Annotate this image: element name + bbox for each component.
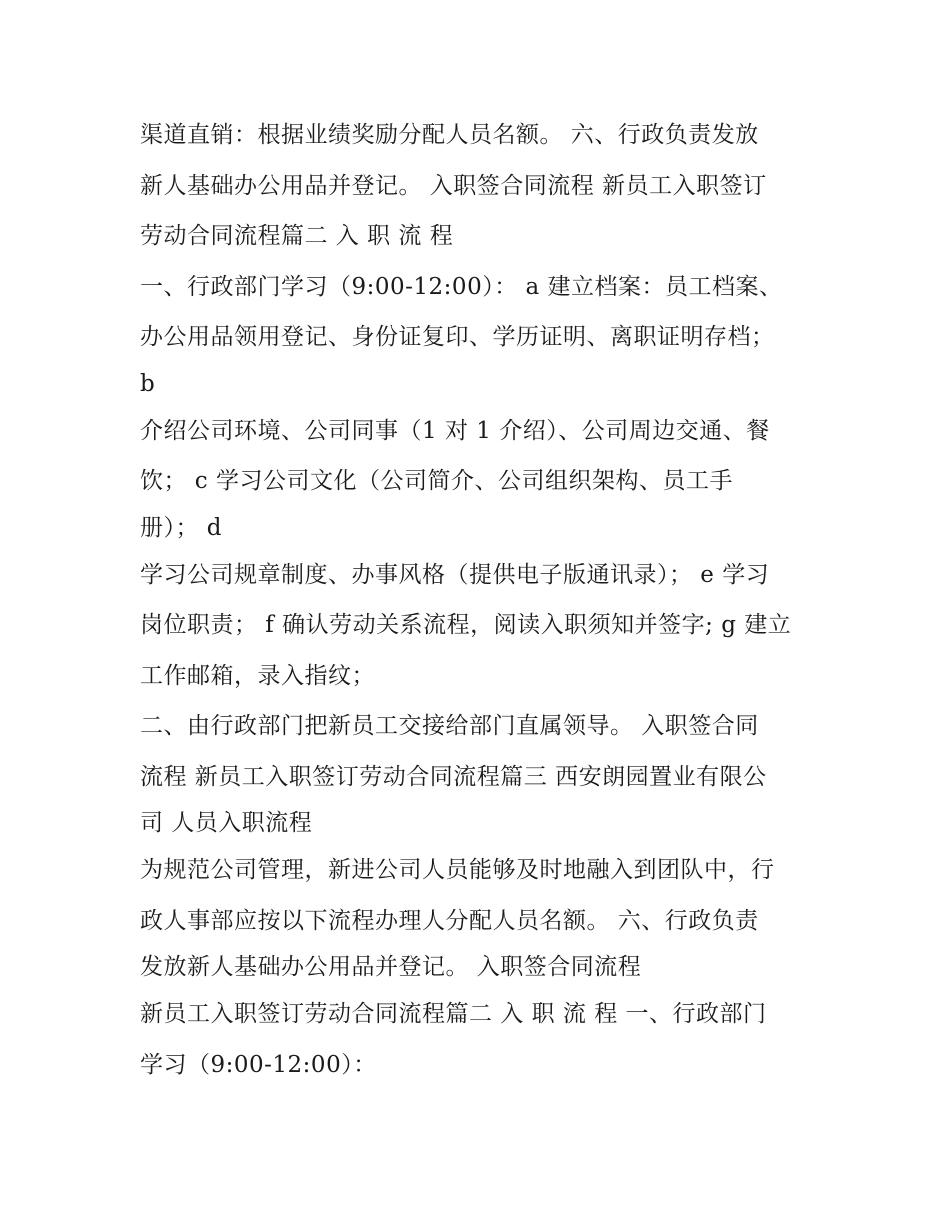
text-line-11: 岗位职责； f 确认劳动关系流程，阅读入职须知并签字; g 建立 <box>140 612 792 638</box>
document-body <box>140 110 820 1090</box>
text-line-3: 劳动合同流程篇二 入 职 流 程 <box>140 223 454 249</box>
text-line-4: 一、行政部门学习（9:00-12:00）： a 建立档案：员工档案、 <box>140 273 783 300</box>
text-line-9: 册）； d <box>140 514 223 541</box>
text-line-16: 为规范公司管理，新进公司人员能够及时地融入到团队中，行 <box>140 857 775 883</box>
text-line-12: 工作邮箱，录入指纹； <box>140 662 375 689</box>
text-line-15: 司 人员入职流程 <box>140 810 313 836</box>
text-line-2: 新人基础办公用品并登记。 入职签合同流程 新员工入职签订 <box>140 172 767 199</box>
text-line-5: 办公用品领用登记、身份证复印、学历证明、离职证明存档； <box>140 324 775 350</box>
text-line-10: 学习公司规章制度、办事风格（提供电子版通讯录）； e 学习 <box>140 561 770 588</box>
text-line-7: 介绍公司环境、公司同事（1 对 1 介绍）、公司周边交通、餐 <box>140 417 770 444</box>
text-line-18: 发放新人基础办公用品并登记。 入职签合同流程 <box>140 954 642 980</box>
text-line-14: 流程 新员工入职签订劳动合同流程篇三 西安朗园置业有限公 <box>140 763 767 790</box>
text-line-6: b <box>140 370 156 397</box>
text-line-20: 学习（9:00-12:00）： <box>140 1051 377 1078</box>
text-line-1: 渠道直销：根据业绩奖励分配人员名额。 六、行政负责发放 <box>140 122 759 148</box>
text-line-13: 二、由行政部门把新员工交接给部门直属领导。 入职签合同 <box>140 713 759 739</box>
text-line-8: 饮； c 学习公司文化（公司简介、公司组织架构、员工手 <box>140 468 734 494</box>
text-line-17: 政人事部应按以下流程办理人分配人员名额。 六、行政负责 <box>140 907 759 934</box>
text-line-19: 新员工入职签订劳动合同流程篇二 入 职 流 程 一、行政部门 <box>140 1001 767 1027</box>
